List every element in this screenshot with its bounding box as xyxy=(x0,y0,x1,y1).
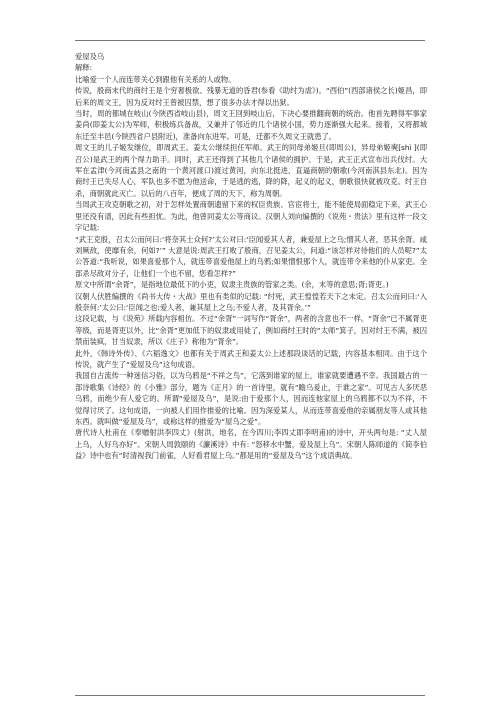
paragraph: 周文王的儿子姬发继位，即周武王。姜太公继续担任军师。武王的同母弟姬旦(即周公)，异母弟姬奭[shì ](即召公)是武王的两个得力助手。同时，武王还得到了其他几个诸侯的拥护。于是，武王正式宣布出兵伐纣。大军在孟津(今河南孟县之南的一个黄河渡口)渡过黄河，向东北挺进，直逼商朝的朝歌(今河南淇县东北)。因为商纣王已失尽人心，军队也多不愿为他送命，于是逃的逃，降的降，起义的起义，朝歌很快就被攻克。纣王自杀，商朝就此灭亡。以后的八百年，便成了周的天下，称为周朝。 xyxy=(75,143,427,198)
paragraph: 唐代诗人杜甫在《奉赠射洪李四丈》(射洪，地名，在今四川;李四丈即李明甫)的诗中，开头两句是: “丈人屋上乌，人好乌亦好”。宋朝人周敦颐的《濂溪诗》中有: “怒移水中蟹，爱及屋上乌”。宋朝人陈师道的《简李伯益》诗中也有“时清视我门前雀，人好看君屋上乌。”都是用的“爱屋及乌”这个成语典故。 xyxy=(75,428,427,461)
paragraph: 原文中所谓“余胥”，是指地位最低下的小吏，奴隶主贵族的管家之类。(余，末等的意思;胥;胥吏。) xyxy=(75,280,389,290)
paragraph: 我国自古流传一种迷信习俗，以为乌鸦是“不祥之鸟”，它落到谁家的屋上，谁家就要遭遇不幸。我国最古的一部诗歌集《诗经》的《小雅》部分，题为《正月》的一首诗里，就有“瞻乌爰止，于谁之家”。可见古人多厌恶乌鸦，而绝少有人爱它的。所谓“爱屋及乌”，是说:由于爱那个人，因而连他家屋上的乌鸦都不以为不祥，不觉得讨厌了。这句成语，一向被人们用作推爱的比喻。因为深爱某人，从而连带喜爱他的亲属朋友等人或其他东西。就叫做“爱屋及乌”，或称这样的推爱为“屋乌之爱”。 xyxy=(75,371,427,426)
paragraph: 传说，殷商末代的商纣王是个穷奢极欲、残暴无道的昏君(参看《助纣为虐》)。“西伯”(西部诸侯之长)姬昌，即后来的周文王，因为反对纣王曾被囚禁，想了很多办法才得以出狱。 xyxy=(75,86,427,107)
explanation-heading: 解释: xyxy=(75,63,93,73)
document-title: 爱屋及乌 xyxy=(75,52,105,61)
paragraph: 这段记载，与《说苑》所载内容相仿。不过“余胥”一词写作“胥余”，两者的含意也不一样。“胥余”已不属胥吏等级，而是胥吏以外，比“余胥”更加低下的奴隶或用徒了，例如商纣王时的“太师”箕子，因对纣王不满，被囚禁而装疯，甘当奴隶，所以《庄子》称他为“胥余”。 xyxy=(75,314,427,347)
paragraph: 当时，周的都城在岐山(今陕西省岐山县)，周文王回到岐山后，下决心要推翻商朝的统治。他首先聘得军事家姜尚(即姜太公)为军师，积极练兵备战，又兼并了邻近的几个诸侯小国，势力逐渐强大起来。接着，又将都城东迁至丰邑(今陕西省户县附近)，准备向东进军。可是，迁都不久周文王就患了。 xyxy=(75,109,427,141)
paragraph: “武王克殷，召太公而问曰:‘将奈其士众何?’太公对曰:‘臣闻爱其人者，兼爱屋上之乌;憎其人者，恶其余胥。咸刘厥敌，使靡有余，何如?’” 大意是说:周武王打败了殷商，召见姜太公，问道:“该怎样对待他们的人员呢?”太公答道:“我听说，如果喜爱那个人，就连带喜爱他屋上的乌鸦;如果憎恨那个人，就连带令来他的仆从家吏。全部杀尽敌对分子，让他们一个也不留，您看怎样?” xyxy=(75,234,427,278)
header-rule xyxy=(75,40,425,41)
paragraph: 此外，《韩诗外传》、《六韬逸文》也都有关于周武王和姜太公上述那段谈话的记载，内容基本相同。由于这个传说，就产生了“爱屋及乌”这句成语。 xyxy=(75,348,427,369)
paragraph: 比喻爱一个人而连带关心到跟他有关系的人或物。 xyxy=(75,74,236,84)
footer-rule xyxy=(75,695,425,696)
paragraph: 当周武王攻克朝歌之初，对于怎样处置商朝遗留下来的权臣贵族、官宦将士，能不能使局面稳定下来，武王心里还没有谱，因此有些担忧。为此，他曾同姜太公等商议。汉朝人刘向编撰的《说苑・贵法》里有这样一段文字记载: xyxy=(75,200,427,233)
document-body xyxy=(75,51,427,462)
paragraph: 汉朝人伏胜编撰的《尚书大传・大战》里也有类似的记载: “纣死，武王惶惶若天下之未定。召太公而问曰:‘入殷奈何:’太公曰:‘臣闻之也:爱人者，兼其屋上之乌;不爱人者，及其胥余。’” xyxy=(75,291,427,312)
